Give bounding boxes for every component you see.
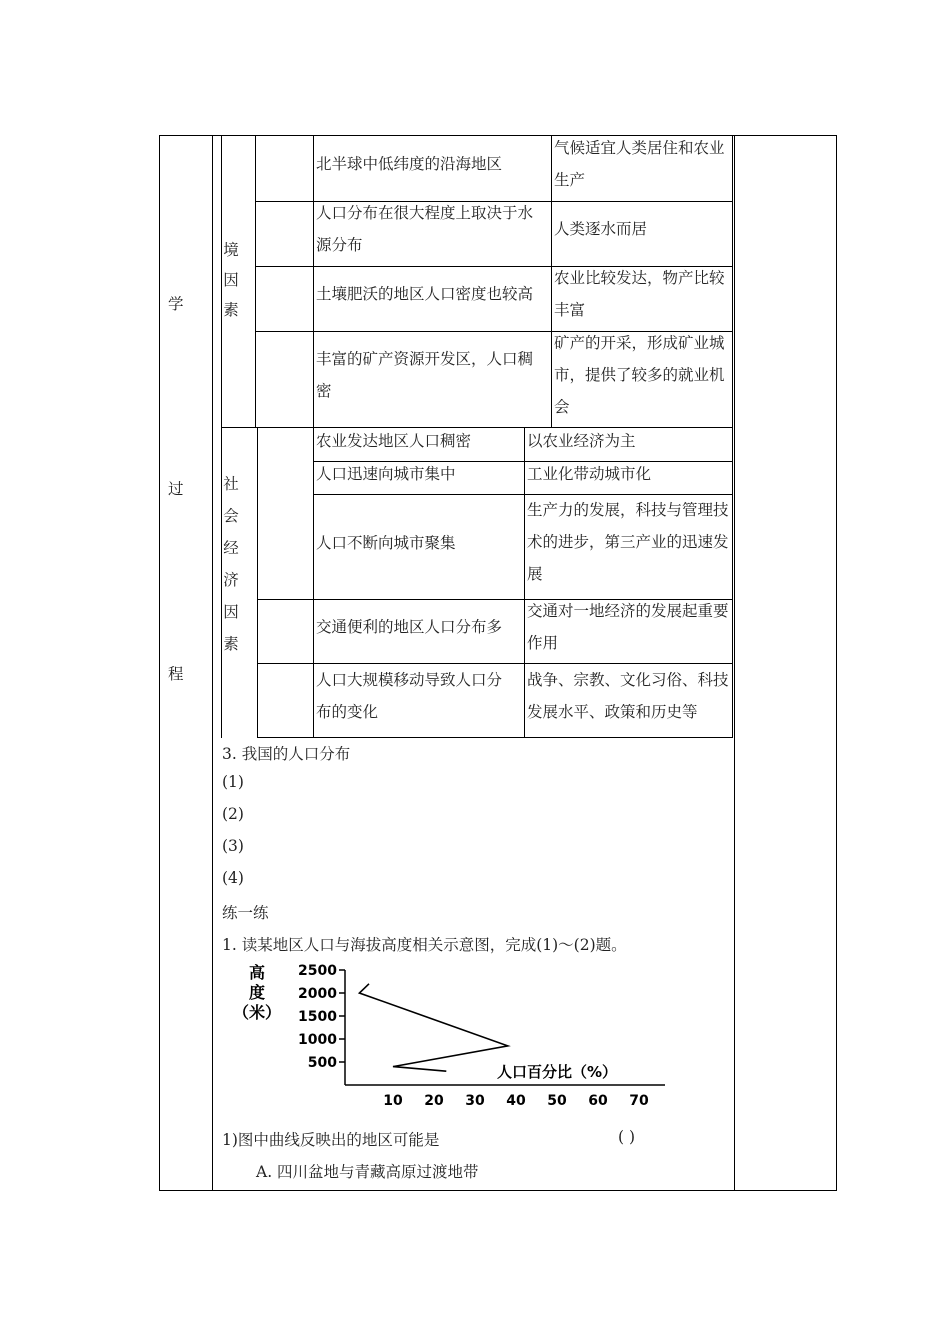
option-a: A. 四川盆地与青藏高原过渡地带 (256, 1163, 479, 1181)
soc-row-5-right: 战争、宗教、文化习俗、科技 (527, 671, 729, 689)
soc-row-5-left: 布的变化 (316, 703, 379, 721)
y-axis-label-part: （米） (232, 1003, 282, 1022)
soc-mid-border (313, 428, 314, 738)
side-label-char: 程 (168, 665, 184, 683)
answer-paren: ( ) (618, 1128, 636, 1146)
env-label-char: 境 (223, 241, 239, 259)
side-label-char: 学 (168, 295, 184, 313)
x-tick-label: 60 (588, 1093, 608, 1109)
column-divider-2 (734, 135, 735, 1191)
x-tick-label: 10 (383, 1093, 403, 1109)
env-row-1-left: 北半球中低纬度的沿海地区 (316, 155, 503, 173)
outer-bottom-border (159, 1190, 837, 1191)
soc-row-3-left: 人口不断向城市聚集 (316, 534, 456, 552)
population-curve (359, 984, 507, 1071)
env-row-3-right: 丰富 (554, 301, 586, 319)
env-right-mid-border (551, 135, 552, 427)
x-tick-label: 70 (629, 1093, 649, 1109)
x-tick-label: 30 (465, 1093, 485, 1109)
soc-bottom-line (257, 737, 733, 738)
y-tick-label: 500 (307, 1055, 337, 1071)
x-tick-label: 40 (506, 1093, 526, 1109)
practice-title: 练一练 (222, 904, 269, 922)
section-3-item: (1) (222, 773, 244, 791)
y-axis-ticks (298, 963, 345, 1071)
soc-row-3-right: 展 (527, 565, 543, 583)
section-3-item: (3) (222, 837, 244, 855)
soc-row-5-right: 发展水平、政策和历史等 (527, 703, 698, 721)
env-label-char: 因 (223, 271, 239, 289)
soc-label-char: 会 (223, 507, 239, 525)
x-axis-label: 人口百分比（%） (497, 1063, 618, 1081)
env-bottom-line (221, 427, 733, 428)
soc-row-1-left: 农业发达地区人口稠密 (316, 432, 472, 450)
outer-left-border (159, 135, 160, 1191)
soc-label-char: 济 (223, 571, 239, 589)
env-row-4-right: 市，提供了较多的就业机 (554, 366, 725, 384)
env-row-4-left: 丰富的矿产资源开发区，人口稠 (316, 350, 534, 368)
outer-right-border (836, 135, 837, 1191)
soc-row-2-left: 人口迅速向城市集中 (316, 465, 456, 483)
env-row-3-right: 农业比较发达，物产比较 (554, 269, 725, 287)
soc-row-5-left: 人口大规模移动导致人口分 (316, 671, 503, 689)
y-tick-label: 1000 (298, 1032, 337, 1048)
env-row-4-right: 会 (554, 398, 570, 416)
y-tick-label: 2500 (298, 963, 337, 979)
soc-label-char: 经 (223, 539, 239, 557)
y-axis-label-part: 高 (248, 963, 266, 982)
column-divider-1 (212, 135, 213, 1191)
env-row-2-right: 人类逐水而居 (554, 220, 648, 238)
env-label-char: 素 (223, 301, 239, 319)
section-3-title: 3. 我国的人口分布 (222, 745, 351, 763)
x-axis-ticks (383, 1093, 649, 1109)
env-row-2-left: 人口分布在很大程度上取决于水 (316, 204, 534, 222)
side-label-char: 过 (168, 480, 184, 498)
soc-right-border (732, 428, 733, 738)
env-row-3-left: 土壤肥沃的地区人口密度也较高 (316, 285, 534, 303)
x-tick-label: 50 (547, 1093, 567, 1109)
soc-label-char: 因 (223, 603, 239, 621)
section-3-item: (4) (222, 869, 244, 887)
env-mid-border (313, 135, 314, 427)
y-tick-label: 2000 (298, 986, 337, 1002)
question-1-1: 1)图中曲线反映出的地区可能是 (222, 1131, 440, 1149)
soc-row-4-right: 交通对一地经济的发展起重要 (527, 602, 729, 620)
env-right-border (732, 135, 733, 427)
env-row-4-left: 密 (316, 382, 332, 400)
soc-row-4-left: 交通便利的地区人口分布多 (316, 618, 503, 636)
env-row-2-left: 源分布 (316, 236, 363, 254)
soc-row-1-right: 以农业经济为主 (527, 432, 636, 450)
y-axis-label-part: 度 (248, 983, 266, 1002)
soc-row-2-right: 工业化带动城市化 (527, 465, 652, 483)
soc-row-3-right: 术的进步，第三产业的迅速发 (527, 533, 729, 551)
x-tick-label: 20 (424, 1093, 444, 1109)
env-sub-border (255, 135, 256, 427)
env-row-4-right: 矿产的开采，形成矿业城 (554, 334, 725, 352)
soc-sub-border (257, 428, 258, 738)
env-row-1-right: 气候适宜人类居住和农业 (554, 139, 725, 157)
soc-label-char: 社 (223, 475, 239, 493)
outer-top-border (159, 135, 837, 136)
env-row-1-right: 生产 (554, 171, 586, 189)
soc-right-mid-border (524, 428, 525, 738)
soc-label-char: 素 (223, 635, 239, 653)
population-altitude-chart (225, 960, 685, 1110)
section-3-item: (2) (222, 805, 244, 823)
soc-row-4-right: 作用 (527, 634, 559, 652)
question-1: 1. 读某地区人口与海拔高度相关示意图，完成(1)～(2)题。 (222, 936, 627, 954)
y-tick-label: 1500 (298, 1009, 337, 1025)
y-axis-label (233, 963, 281, 1022)
soc-row-3-right: 生产力的发展，科技与管理技 (527, 501, 729, 519)
